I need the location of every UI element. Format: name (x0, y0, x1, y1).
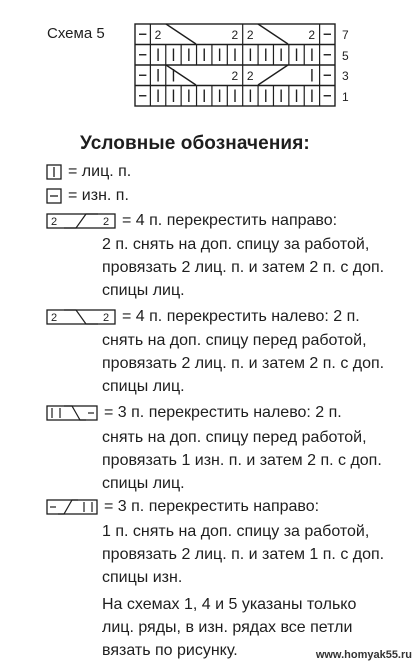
legend-text: провязать 2 лиц. п. и затем 2 п. с доп. (102, 259, 385, 276)
legend-text: спицы лиц. (102, 378, 185, 395)
cross-right-3-icon (46, 499, 98, 515)
cable-right-line-row7 (258, 24, 288, 44)
legend-item-purl: = изн. п. (46, 184, 129, 208)
legend-text: спицы лиц. (102, 282, 185, 299)
note-text: лиц. ряды, в изн. рядах все петли (102, 619, 353, 636)
legend-text: спицы изн. (102, 569, 183, 586)
legend-text: провязать 1 изн. п. и затем 2 п. с доп. (102, 452, 382, 469)
watermark: www.homyak55.ru (315, 649, 412, 661)
purl-icon (46, 188, 62, 204)
legend-text: провязать 2 лиц. п. и затем 1 п. с доп. (102, 546, 385, 563)
svg-text:2: 2 (103, 215, 110, 228)
row-number-5: 5 (342, 49, 349, 63)
legend-item-cross-right-3: = 3 п. перекрестить направо: (46, 495, 319, 519)
cable-number: 2 (246, 27, 254, 42)
legend-item-cross-left-4: 2 2 = 4 п. перекрестить налево: 2 п. (46, 305, 360, 329)
svg-text:2: 2 (51, 311, 58, 324)
cable-number: 2 (231, 27, 239, 42)
cross-left-4-icon (46, 309, 116, 325)
knit-icon (46, 164, 62, 180)
cable-number: 2 (154, 27, 162, 42)
cross-right-4-icon (46, 213, 116, 229)
row-number-7: 7 (342, 28, 349, 42)
legend-text: 2 п. снять на доп. спицу за работой, (102, 236, 370, 253)
cable-left-line-row3 (166, 65, 196, 85)
cross-left-3-icon (46, 405, 98, 421)
note-text: вязать по рисунку. (102, 642, 238, 659)
knitting-chart (0, 0, 418, 120)
cable-number: 2 (246, 68, 254, 83)
row-number-3: 3 (342, 69, 349, 83)
cable-number: 2 (308, 27, 316, 42)
legend-item-cross-right-4: 2 2 = 4 п. перекрестить направо: (46, 209, 337, 233)
legend-text: провязать 2 лиц. п. и затем 2 п. с доп. (102, 355, 385, 372)
legend-text: 1 п. снять на доп. спицу за работой, (102, 523, 370, 540)
svg-text:2: 2 (103, 311, 110, 324)
cable-number: 2 (231, 68, 239, 83)
svg-text:2: 2 (51, 215, 58, 228)
row-number-1: 1 (342, 90, 349, 104)
cable-left-line-row7 (166, 24, 196, 44)
legend-heading: Условные обозначения: (80, 133, 310, 154)
legend-text: снять на доп. спицу перед работой, (102, 332, 367, 349)
scheme-title: Схема 5 (47, 25, 105, 42)
legend-text: спицы лиц. (102, 475, 185, 492)
legend-item-knit: = лиц. п. (46, 160, 131, 184)
note-text: На схемах 1, 4 и 5 указаны только (102, 596, 357, 613)
cable-right-line-row3 (258, 65, 288, 85)
legend-text: снять на доп. спицу перед работой, (102, 429, 367, 446)
legend-item-cross-left-3: = 3 п. перекрестить налево: 2 п. (46, 401, 342, 425)
